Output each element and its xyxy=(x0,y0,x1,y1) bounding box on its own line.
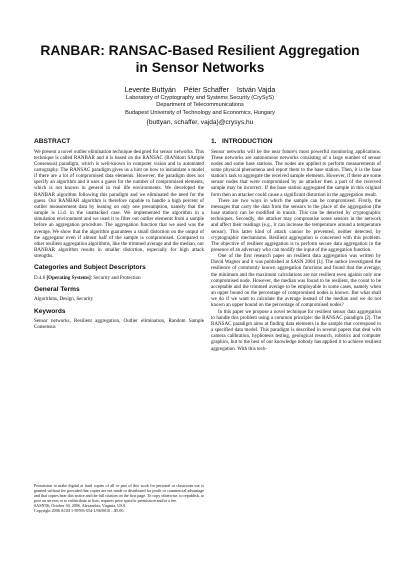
introduction-heading: 1. INTRODUCTION xyxy=(211,138,273,145)
keywords-heading: Keywords xyxy=(34,307,66,315)
author-email: {buttyan, schaffer, vajda}@crysys.hu xyxy=(146,118,254,126)
footnote-permission: Permission to make digital or hard copies of all or part of this work for personal or classroom use is granted without fee provided that copies are not made or distributed for profit or commercial advantage and that copies bear this notice and the full citation on the first page. To copy otherwise, to republish, to post on servers or to redistribute to lists, requires prior specific permission and/or a fee. xyxy=(34,483,204,504)
left-column xyxy=(34,138,204,330)
title-line-2: in Sensor Networks xyxy=(135,60,265,75)
intro-paragraph-1: Sensor networks will be the near future's most powerful monitoring applications. These networks are autonomous networks consisting of a large number of sensor nodes and some base stations. The nodes are applied to perform measurements of some physical phenomena and report them to the base station. Then, it is the base station's task to aggregate the received sample elements. However, if there are some sensor nodes that were compromised by an attacker then a part of the received sample may be incorrect. If the base station aggregated the sample in this original form then an attacker could cause a significant distortion in the aggregation result. xyxy=(211,148,381,198)
abstract-text: We present a novel outlier elimination technique designed for sensor networks. This technique is called RANBAR and it is based on the RANSAC (RANdom SAmple Consensus) paradigm, which is well-known in computer vision and in automated cartography. The RANSAC paradigm gives us a hint on how to instantiate a model if there are a lot of compromised data elements. However, the paradigm does not specify an algorithm and it uses a guess for the number of compromised elements, which is not known in general in real life environments. We developed the RANBAR algorithm following this paradigm and we eliminated the need for the guess. Our RANBAR algorithm is therefore capable to handle a high percent of outlier measurement data by leaning on only one presumption, namely that the sample is i.i.d. in the unattacked case. We implemented the algorithm in a simulation environment and we used it to filter out outlier elements from a sample before an aggregation procedure. The aggregation function that we used was the average. We show that the algorithm guarantees a small distortion on the output of the aggregator even if almost half of the sample is compromised. Compared to other resilient aggregation algorithms, like the trimmed average and the median, our RANBAR algorithm results in smaller distortion, especially for high attack strengths. xyxy=(34,148,204,260)
author-block xyxy=(30,86,370,127)
author-lab: Laboratory of Cryptography and Systems Security (CrySyS) xyxy=(126,95,274,101)
title-line-1: RANBAR: RANSAC-Based Resilient Aggregation xyxy=(40,43,360,58)
categories-heading: Categories and Subject Descriptors xyxy=(34,264,146,272)
general-terms-heading: General Terms xyxy=(34,285,80,293)
copyright-footnote xyxy=(34,483,204,513)
intro-paragraph-3: One of the first research paper on resilient data aggregation was written by David Wagner and it was published at SASN 2004 [1]. The author investigated the resilience of commonly known aggregation functions and found that the average, the minimum and the maximum calculations are not resilient even against only one compromised node. However, the median was found to be resilient, the count to be acceptable and the trimmed average to be employable in some cases, namely when an upper bound on the percentage of compromised nodes is known. But what shall we do if we want to calculate the average instead of the median and we do not known an upper bound on the percentage of compromised nodes? xyxy=(211,253,381,309)
categories-bold: [Operating Systems] xyxy=(46,274,91,281)
right-column xyxy=(211,138,381,352)
author-university: Budapest University of Technology and Economics, Hungary xyxy=(125,109,275,116)
intro-paragraph-4: In this paper we propose a novel technique for resilient sensor data aggregation to handle this problem using a common principle: the RANSAC paradigm [2]. The RANSAC paradigm aims at finding data elements in the sample that correspond to a specified data model. This paradigm is described in several papers that deal with camera calibration, hyphotesis testing, geological research, robotics and computer graphics, but to the best of our knowledge nobody has applied it to achieve resilient aggregation. With this tech- xyxy=(211,308,381,352)
paper-title xyxy=(30,42,370,76)
categories-rest: : Security and Protection xyxy=(90,274,141,281)
categories-code: D.4.6 xyxy=(34,274,47,281)
footnote-copyright: Copyright 2006 ACM 1-59593-554-1/06/0010 ...$5.00. xyxy=(34,508,125,514)
author-names: Levente Buttyán Péter Schaffer István Vajda xyxy=(124,86,276,94)
general-terms-text: Algorithms, Design, Security xyxy=(34,296,94,303)
author-dept: Department of Telecommunications xyxy=(156,102,244,109)
footnote-venue: SASN'06, October 30, 2006, Alexandria, Virginia, USA. xyxy=(34,503,127,509)
intro-paragraph-2: There are two ways in which the sample can be compromised. Firstly, the messages that carry the data from the sensors to the place of the aggregation (the base station) can be modified in transit. This can be detected by cryptographic techniques. Secondly, the attacker may compromise some sensors in the network and affect their readings (e.g., it can increase the temperature around a temperature sensor). This latter kind of attack cannot be prevented, neither detected, by cryptographic mechanisms. Resilient aggregation is concerned with this problem. The objective of resilient aggregation is to perform secure data aggregation in the presence of an adversary who can modify the input of the aggregation function. xyxy=(211,197,381,253)
abstract-heading: ABSTRACT xyxy=(34,138,71,145)
keywords-text: Sensor networks, Resilient aggregation, Outlier elimination, Random Sample Consensus xyxy=(34,318,204,331)
